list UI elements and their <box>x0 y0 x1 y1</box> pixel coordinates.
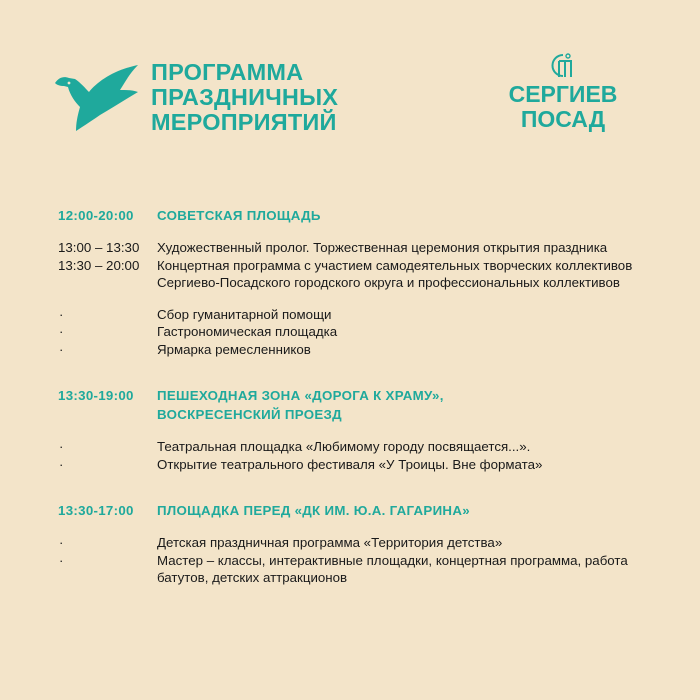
section-time: 12:00-20:00 <box>58 208 134 223</box>
program-title <box>151 60 338 135</box>
bullet-item <box>58 552 678 587</box>
bullet-text: Сбор гуманитарной помощи <box>157 306 332 322</box>
bullet-text: Открытие театрального фестиваля «У Троицы. Вне формата» <box>157 456 543 472</box>
bullet-text: Гастрономическая площадка <box>157 324 338 339</box>
bullet-item <box>58 323 678 341</box>
title-line: ПРАЗДНИЧНЫХ <box>151 84 339 110</box>
event-row <box>58 257 678 292</box>
section-place: СОВЕТСКАЯ ПЛОЩАДЬ <box>157 208 321 223</box>
bullet-marker: · <box>59 535 64 550</box>
bullet-marker: · <box>59 341 64 357</box>
section-place: ПЕШЕХОДНАЯ ЗОНА «ДОРОГА К ХРАМУ», ВОСКРЕСЕНСКИЙ ПРОЕЗД <box>157 388 444 422</box>
section-header <box>58 386 678 424</box>
bullet-item <box>58 534 678 552</box>
bullet-text: Театральная площадка «Любимому городу посвящается...». <box>157 439 531 454</box>
event-time: 13:00 – 13:30 <box>58 240 140 255</box>
section-time: 13:30-19:00 <box>58 388 134 403</box>
schedule-section <box>58 386 678 473</box>
section-place: ПЛОЩАДКА ПЕРЕД «ДК ИМ. Ю.А. ГАГАРИНА» <box>157 503 470 518</box>
bullet-item <box>58 341 678 359</box>
event-text: Художественный пролог. Торжественная церемония открытия праздника <box>157 240 608 255</box>
bullet-item <box>58 306 678 324</box>
dove-icon <box>54 62 140 132</box>
city-name-line: СЕРГИЕВ <box>508 81 618 107</box>
title-line: ПРОГРАММА <box>151 59 304 85</box>
schedule-section <box>58 501 678 587</box>
event-text: Концертная программа с участием самодеятельных творческих коллективов Сергиево-Посадского городского округа и профессиональных коллективов <box>157 257 633 290</box>
bullet-list <box>58 534 678 587</box>
bullet-marker: · <box>59 456 64 472</box>
bullet-text: Детская праздничная программа «Территория детства» <box>157 535 503 550</box>
program-schedule <box>58 206 678 615</box>
city-monogram-icon <box>550 52 576 80</box>
city-logo <box>498 52 628 132</box>
schedule-section <box>58 206 678 358</box>
header <box>0 0 700 160</box>
bullet-marker: · <box>59 552 64 568</box>
bullet-marker: · <box>59 324 64 339</box>
bullet-text: Мастер – классы, интерактивные площадки, концертная программа, работа батутов, детских аттракционов <box>157 552 628 585</box>
bullet-item <box>58 456 678 474</box>
event-row <box>58 239 678 257</box>
bullet-item <box>58 438 678 456</box>
event-time: 13:30 – 20:00 <box>58 257 140 273</box>
section-time: 13:30-17:00 <box>58 503 134 518</box>
title-line: МЕРОПРИЯТИЙ <box>151 109 337 135</box>
bullet-text: Ярмарка ремесленников <box>157 341 311 357</box>
bullet-marker: · <box>59 439 64 454</box>
bullet-list <box>58 306 678 359</box>
bullet-list <box>58 438 678 473</box>
section-header <box>58 501 678 520</box>
section-header <box>58 206 678 225</box>
event-list <box>58 239 678 292</box>
city-name-line: ПОСАД <box>520 106 606 132</box>
bullet-marker: · <box>59 306 64 322</box>
